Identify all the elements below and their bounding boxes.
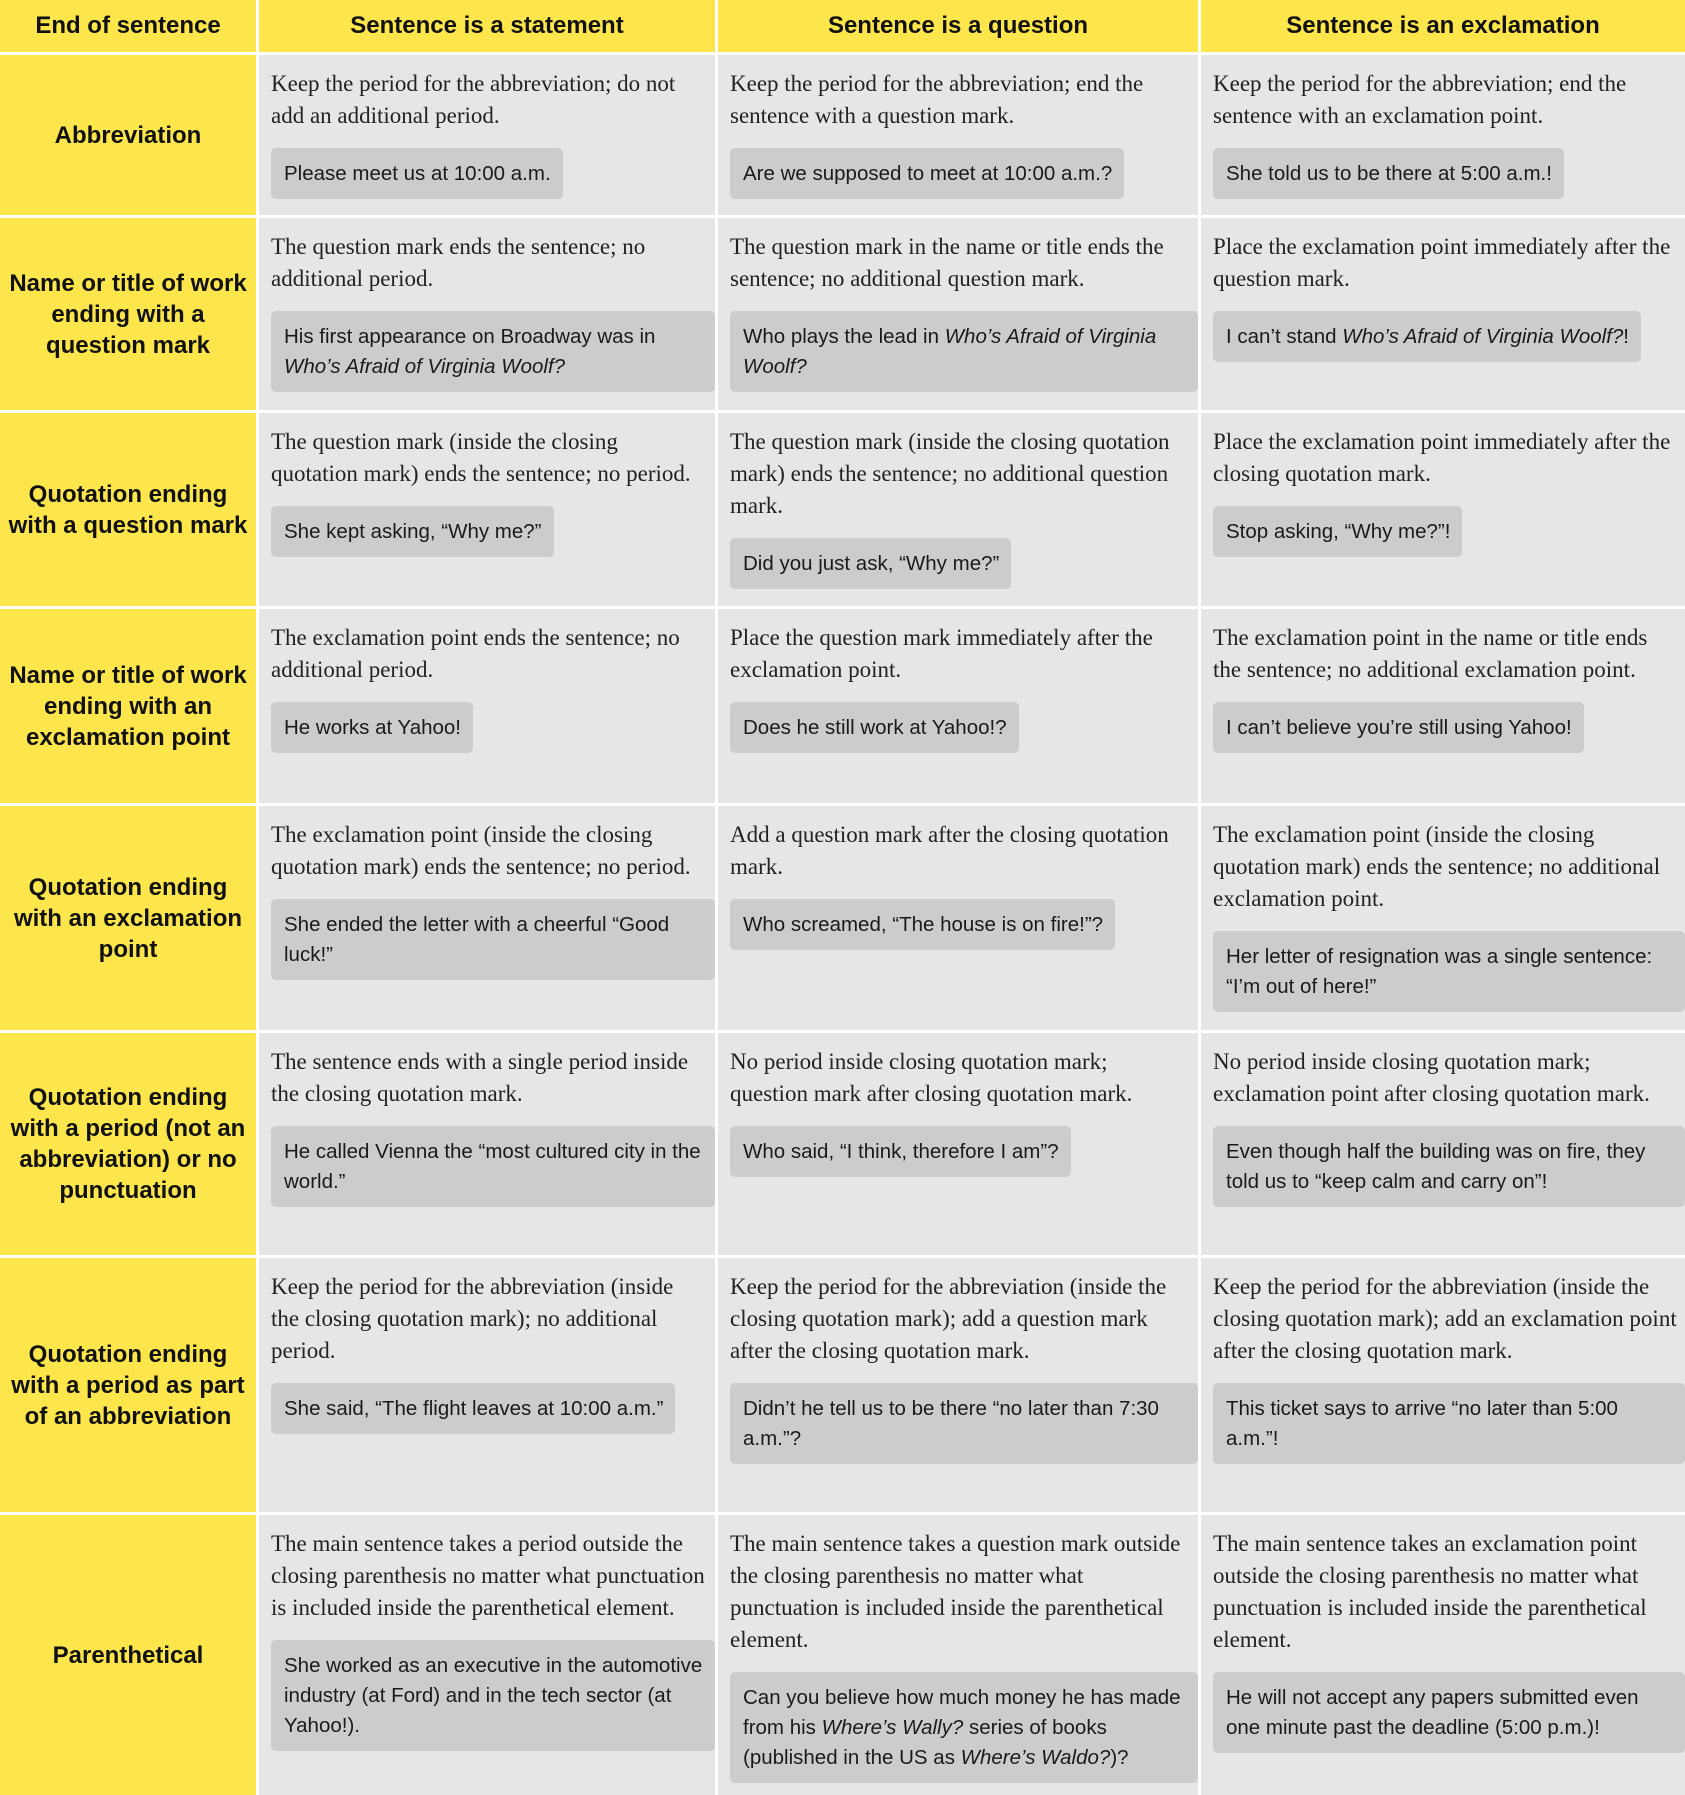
example-text: She told us to be there at 5:00 a.m.! xyxy=(1226,162,1552,185)
example-text: She worked as an executive in the automotive industry (at Ford) and in the tech sector (at Yahoo!). xyxy=(284,1654,703,1737)
cell-statement xyxy=(259,609,715,803)
example-box xyxy=(730,148,1124,199)
example-box xyxy=(1213,311,1641,362)
example-text: He will not accept any papers submitted even one minute past the deadline (5:00 p.m.)! xyxy=(1226,1686,1639,1739)
cell-question xyxy=(718,218,1198,410)
example-box xyxy=(730,538,1011,589)
example-text: ! xyxy=(1623,325,1629,348)
example-box xyxy=(730,1126,1071,1177)
rule-text: The exclamation point ends the sentence; no additional period. xyxy=(271,625,680,682)
rule-text: Place the question mark immediately after the exclamation point. xyxy=(730,625,1153,682)
example-box xyxy=(1213,1383,1685,1464)
cell-statement xyxy=(259,55,715,215)
cell-question xyxy=(718,1033,1198,1255)
example-box xyxy=(1213,506,1462,557)
row-label: Quotation ending with an exclamation point xyxy=(0,806,256,1030)
example-box xyxy=(271,311,715,392)
row-label: Parenthetical xyxy=(0,1515,256,1795)
rule-text: The exclamation point (inside the closing quotation mark) ends the sentence; no additional exclamation point. xyxy=(1213,822,1661,911)
cell-exclamation xyxy=(1201,609,1685,803)
row-label: Name or title of work ending with an exclamation point xyxy=(0,609,256,803)
example-text: Are we supposed to meet at 10:00 a.m.? xyxy=(743,162,1113,185)
example-box xyxy=(271,1640,715,1751)
cell-question xyxy=(718,609,1198,803)
rule-text: The question mark (inside the closing quotation mark) ends the sentence; no period. xyxy=(271,429,691,486)
example-title: Who’s Afraid of Virginia Woolf? xyxy=(743,325,1157,378)
cell-statement xyxy=(259,218,715,410)
cell-question xyxy=(718,1258,1198,1512)
example-title: Where’s Waldo? xyxy=(960,1746,1111,1769)
example-text: He called Vienna the “most cultured city in the world.” xyxy=(284,1140,701,1193)
example-box xyxy=(730,311,1198,392)
header-question: Sentence is a question xyxy=(718,0,1198,52)
rule-text: Keep the period for the abbreviation; do not add an additional period. xyxy=(271,71,676,128)
example-text: Can you believe how much money he has made from his xyxy=(743,1686,1181,1739)
cell-exclamation xyxy=(1201,1258,1685,1512)
example-text: She ended the letter with a cheerful “Good luck!” xyxy=(284,913,670,966)
example-box xyxy=(1213,148,1564,199)
example-title: Who’s Afraid of Virginia Woolf? xyxy=(284,355,566,378)
cell-statement xyxy=(259,806,715,1030)
example-text: This ticket says to arrive “no later than 5:00 a.m.”! xyxy=(1226,1397,1618,1450)
header-statement: Sentence is a statement xyxy=(259,0,715,52)
rule-text: The sentence ends with a single period inside the closing quotation mark. xyxy=(271,1049,689,1106)
example-text: )? xyxy=(1110,1746,1129,1769)
header-exclamation: Sentence is an exclamation xyxy=(1201,0,1685,52)
cell-exclamation xyxy=(1201,413,1685,606)
rule-text: Keep the period for the abbreviation (inside the closing quotation mark); add an exclamation point after the closing quotation mark. xyxy=(1213,1274,1677,1363)
rule-text: Keep the period for the abbreviation (inside the closing quotation mark); no additional period. xyxy=(271,1274,674,1363)
example-text: series of books (published in the US as xyxy=(743,1716,1107,1769)
rule-text: The main sentence takes a question mark outside the closing parenthesis no matter what punctuation is included inside the parenthetical element. xyxy=(730,1531,1181,1652)
rule-text: The question mark in the name or title ends the sentence; no additional question mark. xyxy=(730,234,1164,291)
example-box xyxy=(1213,702,1584,753)
example-text: Please meet us at 10:00 a.m. xyxy=(284,162,551,185)
example-box xyxy=(271,702,473,753)
example-text: I can’t stand xyxy=(1226,325,1343,348)
example-box xyxy=(271,1126,715,1207)
row-label: Quotation ending with a period (not an abbreviation) or no punctuation xyxy=(0,1033,256,1255)
example-text: Stop asking, “Why me?”! xyxy=(1226,520,1451,543)
rule-text: The main sentence takes an exclamation point outside the closing parenthesis no matter what punctuation is included inside the parenthetical element. xyxy=(1213,1531,1647,1652)
cell-exclamation xyxy=(1201,1515,1685,1795)
rule-text: Add a question mark after the closing quotation mark. xyxy=(730,822,1169,879)
example-box xyxy=(730,899,1115,950)
example-text: Didn’t he tell us to be there “no later than 7:30 a.m.”? xyxy=(743,1397,1159,1450)
cell-exclamation xyxy=(1201,218,1685,410)
rule-text: The main sentence takes a period outside the closing parenthesis no matter what punctuation is included inside the parenthetical element. xyxy=(271,1531,705,1620)
cell-question xyxy=(718,413,1198,606)
cell-statement xyxy=(259,1515,715,1795)
example-text: Who plays the lead in xyxy=(743,325,945,348)
example-box xyxy=(730,702,1019,753)
example-text: She said, “The flight leaves at 10:00 a.m.” xyxy=(284,1397,664,1420)
example-box xyxy=(271,148,563,199)
cell-exclamation xyxy=(1201,55,1685,215)
cell-statement xyxy=(259,1033,715,1255)
rule-text: No period inside closing quotation mark; question mark after closing quotation mark. xyxy=(730,1049,1133,1106)
row-label: Quotation ending with a period as part of an abbreviation xyxy=(0,1258,256,1512)
example-box xyxy=(1213,931,1685,1012)
example-box xyxy=(1213,1672,1685,1753)
example-box xyxy=(730,1383,1198,1464)
example-text: Even though half the building was on fire, they told us to “keep calm and carry on”! xyxy=(1226,1140,1646,1193)
example-text: He works at Yahoo! xyxy=(284,716,462,739)
example-text: Who said, “I think, therefore I am”? xyxy=(743,1140,1059,1163)
rule-text: Place the exclamation point immediately after the closing quotation mark. xyxy=(1213,429,1671,486)
example-text: Who screamed, “The house is on fire!”? xyxy=(743,913,1104,936)
rule-text: Place the exclamation point immediately after the question mark. xyxy=(1213,234,1671,291)
rule-text: The exclamation point in the name or title ends the sentence; no additional exclamation point. xyxy=(1213,625,1648,682)
row-label: Name or title of work ending with a question mark xyxy=(0,218,256,410)
row-label: Quotation ending with a question mark xyxy=(0,413,256,606)
example-text: I can’t believe you’re still using Yahoo! xyxy=(1226,716,1572,739)
rule-text: Keep the period for the abbreviation (inside the closing quotation mark); add a question mark after the closing quotation mark. xyxy=(730,1274,1167,1363)
header-end-of-sentence: End of sentence xyxy=(0,0,256,52)
cell-exclamation xyxy=(1201,1033,1685,1255)
rule-text: Keep the period for the abbreviation; end the sentence with an exclamation point. xyxy=(1213,71,1627,128)
rule-text: The question mark ends the sentence; no additional period. xyxy=(271,234,646,291)
rule-text: No period inside closing quotation mark; exclamation point after closing quotation mark. xyxy=(1213,1049,1650,1106)
example-text: His first appearance on Broadway was in xyxy=(284,325,656,348)
example-box xyxy=(730,1672,1198,1783)
example-title: Who’s Afraid of Virginia Woolf? xyxy=(1342,325,1624,348)
example-text: Her letter of resignation was a single sentence: “I’m out of here!” xyxy=(1226,945,1653,998)
cell-statement xyxy=(259,1258,715,1512)
example-text: Does he still work at Yahoo!? xyxy=(743,716,1007,739)
rule-text: The exclamation point (inside the closing quotation mark) ends the sentence; no period. xyxy=(271,822,691,879)
example-title: Where’s Wally? xyxy=(821,1716,964,1739)
cell-question xyxy=(718,55,1198,215)
row-label: Abbreviation xyxy=(0,55,256,215)
example-text: Did you just ask, “Why me?” xyxy=(743,552,1000,575)
rule-text: The question mark (inside the closing quotation mark) ends the sentence; no additional question mark. xyxy=(730,429,1170,518)
cell-question xyxy=(718,1515,1198,1795)
example-box xyxy=(271,899,715,980)
example-box xyxy=(1213,1126,1685,1207)
cell-statement xyxy=(259,413,715,606)
cell-exclamation xyxy=(1201,806,1685,1030)
example-box xyxy=(271,506,554,557)
example-text: She kept asking, “Why me?” xyxy=(284,520,542,543)
example-box xyxy=(271,1383,675,1434)
rule-text: Keep the period for the abbreviation; end the sentence with a question mark. xyxy=(730,71,1144,128)
cell-question xyxy=(718,806,1198,1030)
